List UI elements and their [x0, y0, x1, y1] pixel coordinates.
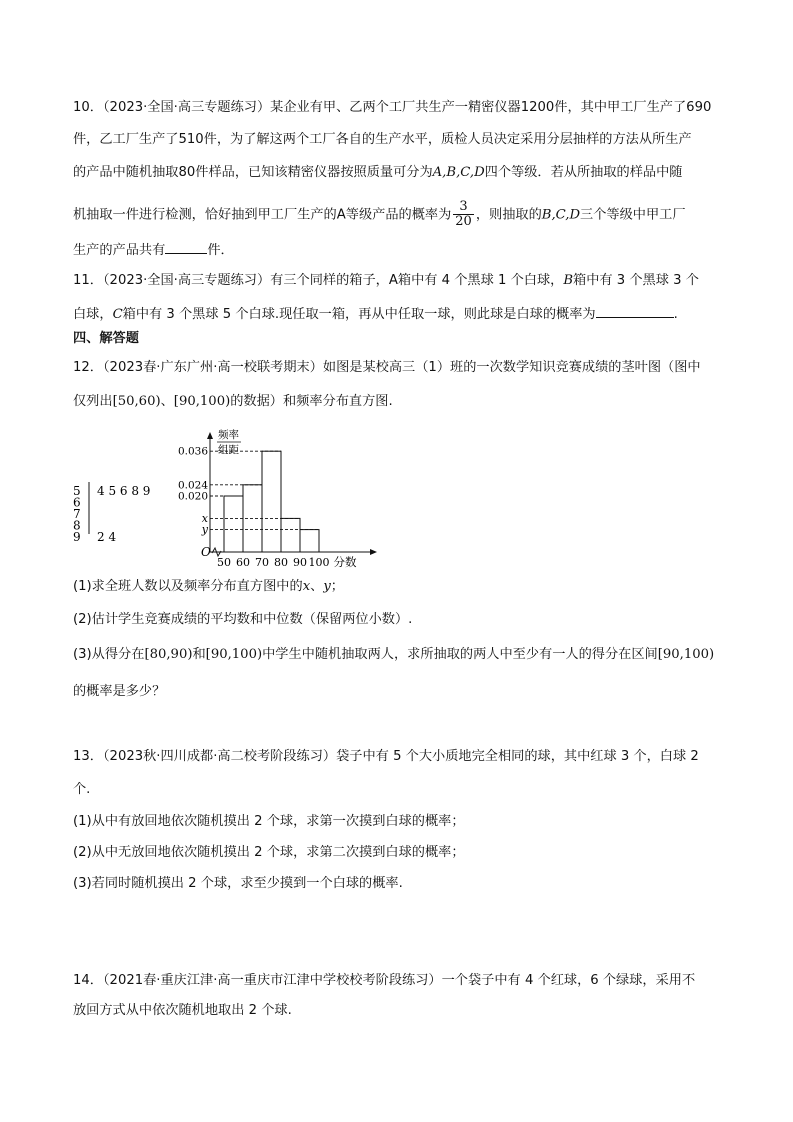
q10-line-4 — [73, 200, 686, 229]
y-tick-label: 0.024 — [177, 479, 208, 492]
q14-line-1: 14．（2021春·重庆江津·高一重庆市江津中学校校考阶段练习）一个袋子中有 4 个红球，6 个绿球，采用不 — [73, 973, 696, 988]
y-tick-label: 0.020 — [177, 490, 208, 503]
stem-5: 5 — [73, 484, 81, 498]
q10-text: 件． — [207, 243, 234, 258]
q12-part-2: (2)估计学生竞赛成绩的平均数和中位数（保留两位小数）. — [73, 612, 413, 627]
q11-box-c: C — [112, 307, 123, 322]
x-tick-label: 90 — [293, 556, 307, 569]
fraction-numerator: 3 — [459, 199, 468, 214]
q11-box-b: B — [563, 273, 574, 288]
q13-line-1: 13．（2023秋·四川成都·高二校考阶段练习）袋子中有 5 个大小质地完全相同的球，其中红球 3 个，白球 2 — [73, 749, 699, 764]
q10-text: 四个等级．若从所抽取的样品中随 — [484, 165, 683, 180]
q10-line-1: 10．（2023·全国·高三专题练习）某企业有甲、乙两个工厂共生产一精密仪器1200件，其中甲工厂生产了690 — [73, 100, 712, 115]
bar-90-100 — [300, 530, 319, 552]
x-axis-arrow — [370, 549, 377, 555]
q12-text: 和 — [192, 647, 206, 662]
q10-line-2: 件，乙工厂生产了510件，为了解这两个工厂各自的生产水平，质检人员决定采用分层抽样的方法从所生产 — [73, 132, 692, 147]
q10-line-3 — [73, 163, 682, 183]
q10-text: 三个等级中甲工厂 — [580, 207, 686, 223]
x-tick-label: 50 — [217, 556, 231, 569]
q12-part-1 — [73, 577, 344, 597]
q10-text: ，则抽取的 — [475, 207, 542, 223]
q11-text: 11．（2023·全国·高三专题练习）有三个同样的箱子，A箱中有 4 个黑球 1 个白球， — [73, 273, 564, 288]
q10-grades-math-2: B,C,D — [541, 207, 581, 223]
interval-90-100: [90,100) — [205, 647, 263, 662]
q12-text: 、 — [310, 579, 324, 594]
section-heading: 四、解答题 — [73, 331, 139, 346]
q11-answer-blank[interactable] — [596, 303, 674, 318]
x-tick-label: 100 — [308, 556, 330, 569]
q11-text: 白球， — [73, 307, 113, 322]
interval-50-60: [50,60) — [112, 394, 161, 409]
interval-80-90: [80,90) — [144, 647, 193, 662]
q10-text: 生产的产品共有 — [73, 243, 166, 258]
bar-70-80 — [262, 451, 281, 552]
q13-part-1: (1)从中有放回地依次随机摸出 2 个球，求第一次摸到白球的概率； — [73, 814, 465, 829]
q13-part-2: (2)从中无放回地依次随机摸出 2 个球，求第二次摸到白球的概率； — [73, 845, 465, 860]
q10-line-5 — [73, 239, 234, 261]
q11-text: 箱中有 3 个黑球 3 个 — [573, 273, 699, 288]
q11-line-2 — [73, 303, 678, 325]
q11-line-1 — [73, 271, 699, 291]
q12-line-2 — [73, 392, 393, 412]
x-axis-label: 分数 — [333, 555, 357, 569]
y-tick-label: 0.036 — [177, 445, 208, 458]
bar-50-60 — [224, 496, 243, 552]
interval-90-100: [90,100) — [657, 647, 715, 662]
q13-part-3: (3)若同时随机摸出 2 个球，求至少摸到一个白球的概率. — [73, 876, 403, 891]
x-tick-label: 60 — [236, 556, 250, 569]
q10-answer-blank[interactable] — [165, 239, 207, 254]
var-x: x — [302, 579, 311, 594]
stem-6: 6 — [73, 495, 81, 510]
y-axis-arrow — [207, 432, 213, 439]
q13-line-2: 个. — [73, 782, 91, 797]
ylabel-bottom: 组距 — [218, 444, 239, 456]
q12-text: (3)从得分在 — [73, 647, 145, 662]
q14-line-2: 放回方式从中依次随机地取出 2 个球. — [73, 1003, 292, 1018]
stem-9: 9 — [73, 530, 81, 544]
q12-text: 中学生中随机抽取两人，求所抽取的两人中至少有一人的得分在区间 — [262, 647, 658, 662]
q12-text: 的数据）和频率分布直方图. — [230, 394, 393, 409]
leaves-5: 4 5 6 8 9 — [97, 484, 151, 498]
q10-text: 机抽取一件进行检测，恰好抽到甲工厂生产的A等级产品的概率为 — [73, 207, 452, 223]
q10-text: 的产品中随机抽取80件样品，已知该精密仪器按照质量可分为 — [73, 165, 433, 180]
q10-grades-math: A,B,C,D — [432, 165, 485, 180]
stem-8: 8 — [73, 518, 81, 533]
q11-text: . — [673, 307, 678, 322]
fraction-denominator: 20 — [455, 214, 472, 229]
q12-text: ； — [330, 579, 344, 594]
q12-part-3 — [73, 645, 714, 665]
bar-80-90 — [281, 518, 300, 552]
probability-fraction — [453, 200, 474, 229]
var-y: y — [323, 579, 331, 594]
leaves-9: 2 4 — [97, 530, 117, 544]
x-tick-label: 80 — [274, 556, 288, 569]
q12-text: 、 — [160, 394, 174, 409]
x-tick-label: 70 — [255, 556, 269, 569]
q12-text: (1)求全班人数以及频率分布直方图中的 — [73, 579, 303, 594]
q12-line-1: 12．（2023春·广东广州·高一校联考期末）如图是某校高三（1）班的一次数学知识竞赛成绩的茎叶图（图中 — [73, 360, 701, 375]
stem-7: 7 — [73, 507, 81, 521]
y-tick-label: x — [201, 511, 208, 525]
frequency-histogram — [60, 425, 390, 575]
q12-part-3-cont: 的概率是多少？ — [73, 684, 166, 699]
q11-text: 箱中有 3 个黑球 5 个白球.现任取一箱，再从中任取一球，则此球是白球的概率为 — [122, 307, 596, 322]
histogram-figure — [60, 425, 390, 579]
ylabel-top: 频率 — [218, 429, 239, 441]
y-tick-label: y — [201, 523, 208, 537]
interval-90-100: [90,100) — [173, 394, 231, 409]
origin-label: O — [201, 545, 211, 559]
q12-text: 仅列出 — [73, 394, 113, 409]
